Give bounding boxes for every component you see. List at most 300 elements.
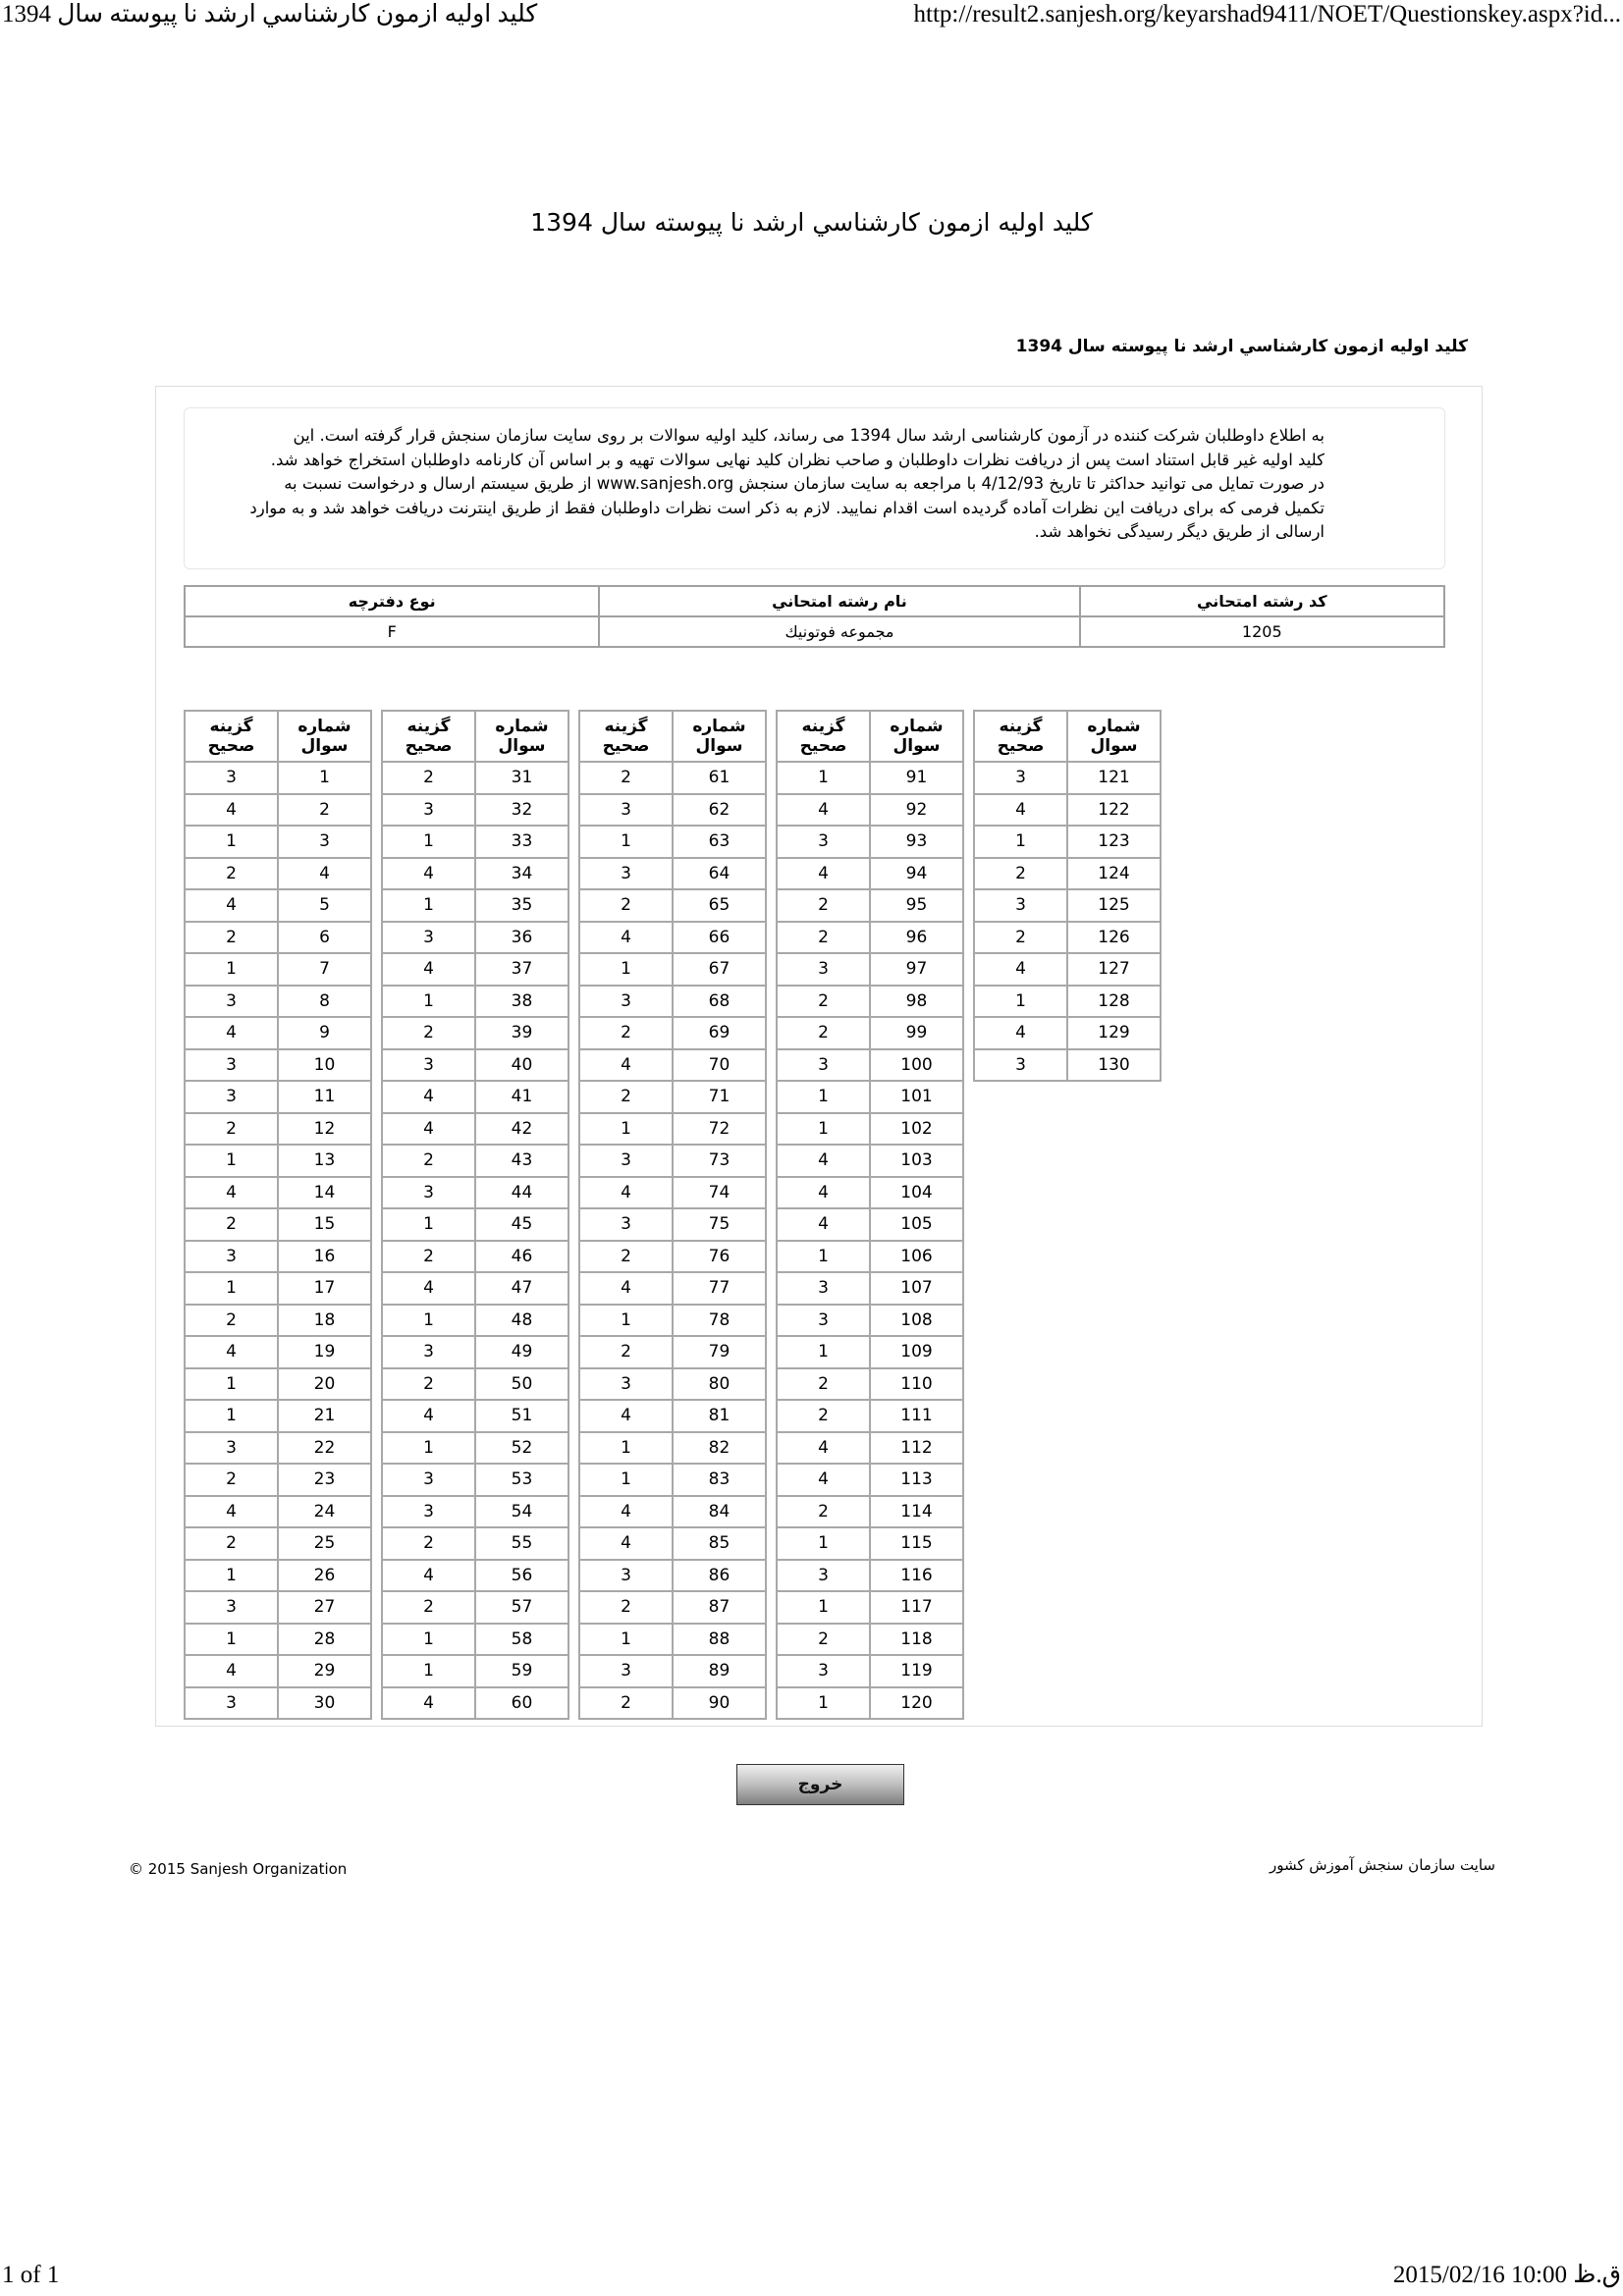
correct-option: 3 — [382, 922, 475, 954]
question-number: 8 — [278, 986, 371, 1018]
correct-option: 1 — [579, 1432, 673, 1465]
correct-option: 2 — [579, 1017, 673, 1049]
question-number: 89 — [673, 1655, 766, 1687]
table-row — [777, 1017, 963, 1049]
correct-option: 1 — [579, 953, 673, 986]
question-number: 120 — [870, 1687, 963, 1720]
question-number: 43 — [475, 1145, 568, 1177]
question-number: 2 — [278, 794, 371, 827]
table-row — [579, 986, 766, 1018]
table-row — [382, 762, 568, 794]
correct-option: 1 — [579, 1305, 673, 1337]
correct-option: 3 — [777, 1049, 870, 1082]
question-number: 102 — [870, 1113, 963, 1146]
question-number: 117 — [870, 1591, 963, 1624]
question-number: 17 — [278, 1272, 371, 1305]
table-row — [185, 1464, 371, 1496]
correct-option: 3 — [974, 762, 1067, 794]
question-number: 28 — [278, 1624, 371, 1656]
correct-option: 1 — [579, 1113, 673, 1146]
correct-option: 1 — [382, 986, 475, 1018]
question-number: 22 — [278, 1432, 371, 1465]
correct-option: 2 — [185, 858, 278, 890]
question-number-header: شماره سوال — [278, 711, 371, 762]
correct-option: 1 — [185, 1272, 278, 1305]
question-number: 73 — [673, 1145, 766, 1177]
question-number: 121 — [1067, 762, 1161, 794]
correct-option: 3 — [185, 1432, 278, 1465]
question-number: 72 — [673, 1113, 766, 1146]
question-number: 4 — [278, 858, 371, 890]
table-row — [777, 1527, 963, 1560]
correct-option: 2 — [382, 762, 475, 794]
question-number: 48 — [475, 1305, 568, 1337]
correct-option: 3 — [777, 826, 870, 858]
correct-option: 2 — [974, 858, 1067, 890]
correct-option-header: گزينه صحيح — [974, 711, 1067, 762]
correct-option: 2 — [777, 1017, 870, 1049]
table-row — [777, 922, 963, 954]
table-row — [579, 1560, 766, 1592]
table-row — [382, 922, 568, 954]
correct-option: 3 — [579, 1655, 673, 1687]
question-number-header: شماره سوال — [870, 711, 963, 762]
correct-option: 1 — [777, 1336, 870, 1368]
question-number: 111 — [870, 1400, 963, 1432]
question-number: 40 — [475, 1049, 568, 1082]
table-row — [185, 1560, 371, 1592]
question-number: 49 — [475, 1336, 568, 1368]
table-row — [185, 858, 371, 890]
table-row — [382, 1432, 568, 1465]
correct-option: 3 — [185, 1687, 278, 1720]
correct-option: 2 — [579, 1081, 673, 1113]
correct-option: 1 — [974, 986, 1067, 1018]
question-number: 30 — [278, 1687, 371, 1720]
question-number: 25 — [278, 1527, 371, 1560]
table-row — [777, 1655, 963, 1687]
table-row — [579, 826, 766, 858]
correct-option: 3 — [579, 1208, 673, 1241]
exit-button[interactable] — [736, 1764, 904, 1805]
table-row — [974, 1049, 1161, 1082]
question-number: 31 — [475, 762, 568, 794]
notice-line: به اطلاع داوطلبان شرکت کننده در آزمون کارشناسی ارشد سال 1394 می رساند، کلید اولیه سوالات بر روی سایت سازمان سنجش قرار گرفته است. این — [293, 426, 1325, 445]
correct-option: 2 — [579, 762, 673, 794]
question-number: 84 — [673, 1496, 766, 1528]
correct-option: 2 — [185, 1305, 278, 1337]
print-footer — [0, 2261, 1623, 2296]
table-row — [777, 858, 963, 890]
exam-name-value: مجموعه فوتونيك — [599, 616, 1079, 647]
correct-option: 4 — [777, 1208, 870, 1241]
question-number: 81 — [673, 1400, 766, 1432]
exam-code-header: كد رشته امتحاني — [1080, 586, 1444, 616]
table-row — [974, 858, 1161, 890]
answer-key-header-row — [579, 711, 766, 762]
correct-option-header: گزينه صحيح — [777, 711, 870, 762]
question-number: 32 — [475, 794, 568, 827]
question-number: 26 — [278, 1560, 371, 1592]
question-number: 77 — [673, 1272, 766, 1305]
correct-option: 4 — [579, 1527, 673, 1560]
table-row — [382, 1496, 568, 1528]
question-number: 45 — [475, 1208, 568, 1241]
table-row — [185, 1655, 371, 1687]
question-number: 20 — [278, 1368, 371, 1401]
correct-option-header: گزينه صحيح — [579, 711, 673, 762]
table-row — [185, 1145, 371, 1177]
table-row — [382, 1655, 568, 1687]
correct-option: 4 — [382, 1272, 475, 1305]
question-number: 107 — [870, 1272, 963, 1305]
table-row — [185, 889, 371, 922]
correct-option: 1 — [777, 1081, 870, 1113]
correct-option: 2 — [579, 1687, 673, 1720]
table-row — [777, 762, 963, 794]
question-number: 7 — [278, 953, 371, 986]
correct-option: 2 — [382, 1591, 475, 1624]
correct-option: 2 — [777, 922, 870, 954]
table-row — [777, 1241, 963, 1273]
question-number: 33 — [475, 826, 568, 858]
correct-option: 3 — [185, 1081, 278, 1113]
correct-option-header: گزينه صحيح — [382, 711, 475, 762]
answer-key-table — [776, 710, 964, 1720]
question-number: 10 — [278, 1049, 371, 1082]
correct-option: 2 — [579, 1241, 673, 1273]
exam-code-value: 1205 — [1080, 616, 1444, 647]
page-title: كليد اوليه ازمون كارشناسي ارشد نا پيوسته سال 1394 — [530, 208, 1093, 237]
correct-option: 2 — [382, 1368, 475, 1401]
question-number: 75 — [673, 1208, 766, 1241]
question-number: 93 — [870, 826, 963, 858]
table-row — [382, 1145, 568, 1177]
table-row — [185, 1305, 371, 1337]
table-row — [382, 1208, 568, 1241]
question-number: 47 — [475, 1272, 568, 1305]
question-number: 86 — [673, 1560, 766, 1592]
question-number: 21 — [278, 1400, 371, 1432]
table-row — [382, 1687, 568, 1720]
correct-option: 4 — [777, 1145, 870, 1177]
correct-option: 3 — [382, 794, 475, 827]
correct-option: 1 — [382, 1432, 475, 1465]
table-row — [974, 922, 1161, 954]
table-row — [777, 1400, 963, 1432]
table-row — [579, 1624, 766, 1656]
correct-option: 4 — [382, 1081, 475, 1113]
question-number: 100 — [870, 1049, 963, 1082]
table-row — [185, 1496, 371, 1528]
correct-option: 2 — [185, 1464, 278, 1496]
table-row — [382, 1113, 568, 1146]
table-row — [777, 1368, 963, 1401]
correct-option: 4 — [382, 1400, 475, 1432]
correct-option: 4 — [185, 1655, 278, 1687]
correct-option: 2 — [185, 1113, 278, 1146]
correct-option: 2 — [382, 1017, 475, 1049]
table-row — [185, 1208, 371, 1241]
question-number: 106 — [870, 1241, 963, 1273]
correct-option: 3 — [579, 794, 673, 827]
question-number-header: شماره سوال — [475, 711, 568, 762]
print-datetime: 2015/02/16 10:00 ق.ظ — [1392, 2262, 1621, 2288]
question-number: 127 — [1067, 953, 1161, 986]
table-row — [382, 1560, 568, 1592]
correct-option: 3 — [382, 1496, 475, 1528]
table-row — [579, 1145, 766, 1177]
answer-key-table — [381, 710, 569, 1720]
correct-option: 4 — [382, 1113, 475, 1146]
correct-option: 1 — [185, 1560, 278, 1592]
table-row — [185, 1432, 371, 1465]
question-number: 123 — [1067, 826, 1161, 858]
table-row — [777, 1208, 963, 1241]
question-number: 108 — [870, 1305, 963, 1337]
question-number: 67 — [673, 953, 766, 986]
correct-option: 3 — [185, 762, 278, 794]
question-number: 78 — [673, 1305, 766, 1337]
table-row — [777, 986, 963, 1018]
question-number-header: شماره سوال — [1067, 711, 1161, 762]
correct-option: 2 — [777, 889, 870, 922]
table-row — [382, 1272, 568, 1305]
correct-option: 1 — [382, 1208, 475, 1241]
question-number: 23 — [278, 1464, 371, 1496]
table-row — [185, 1049, 371, 1082]
correct-option: 3 — [579, 986, 673, 1018]
table-row — [777, 1432, 963, 1465]
correct-option: 1 — [382, 1305, 475, 1337]
question-number: 83 — [673, 1464, 766, 1496]
question-number: 38 — [475, 986, 568, 1018]
table-row — [777, 1464, 963, 1496]
correct-option: 4 — [382, 1687, 475, 1720]
question-number: 13 — [278, 1145, 371, 1177]
correct-option: 1 — [777, 1113, 870, 1146]
table-row — [382, 1305, 568, 1337]
table-row — [382, 826, 568, 858]
table-row — [579, 1305, 766, 1337]
question-number: 62 — [673, 794, 766, 827]
table-row — [777, 1624, 963, 1656]
correct-option: 4 — [185, 794, 278, 827]
table-row — [382, 1400, 568, 1432]
question-number: 113 — [870, 1464, 963, 1496]
question-number: 94 — [870, 858, 963, 890]
question-number: 129 — [1067, 1017, 1161, 1049]
site-name: سايت سازمان سنجش آموزش كشور — [1269, 1856, 1495, 1874]
table-row — [185, 1177, 371, 1209]
question-number: 99 — [870, 1017, 963, 1049]
correct-option: 4 — [974, 953, 1067, 986]
question-number: 70 — [673, 1049, 766, 1082]
notice-line: تکمیل فرمی که برای دریافت این نظرات آماده گردیده است اقدام نمایید. لازم به ذکر است نظرات داوطلبان فقط از طریق اینترنت دریافت خواهد شد و به موارد — [249, 498, 1325, 517]
question-number: 24 — [278, 1496, 371, 1528]
table-row — [185, 1400, 371, 1432]
question-number: 27 — [278, 1591, 371, 1624]
table-row — [777, 953, 963, 986]
table-row — [579, 1496, 766, 1528]
correct-option: 2 — [777, 1368, 870, 1401]
question-number: 57 — [475, 1591, 568, 1624]
table-row — [382, 858, 568, 890]
correct-option: 4 — [185, 1336, 278, 1368]
table-row — [579, 1368, 766, 1401]
correct-option: 2 — [579, 889, 673, 922]
correct-option: 3 — [777, 1305, 870, 1337]
correct-option: 1 — [974, 826, 1067, 858]
table-row — [777, 1145, 963, 1177]
correct-option: 3 — [579, 858, 673, 890]
table-row — [185, 1624, 371, 1656]
correct-option: 4 — [974, 794, 1067, 827]
question-number: 90 — [673, 1687, 766, 1720]
question-number: 97 — [870, 953, 963, 986]
question-number: 3 — [278, 826, 371, 858]
correct-option: 3 — [382, 1177, 475, 1209]
correct-option: 1 — [185, 826, 278, 858]
question-number: 56 — [475, 1560, 568, 1592]
table-row — [579, 1591, 766, 1624]
table-row — [777, 1177, 963, 1209]
question-number: 114 — [870, 1496, 963, 1528]
notice-box — [184, 407, 1445, 569]
question-number: 68 — [673, 986, 766, 1018]
table-row — [777, 826, 963, 858]
question-number: 44 — [475, 1177, 568, 1209]
question-number: 41 — [475, 1081, 568, 1113]
table-row — [185, 1687, 371, 1720]
table-row — [777, 1560, 963, 1592]
question-number: 126 — [1067, 922, 1161, 954]
correct-option: 3 — [579, 1560, 673, 1592]
correct-option: 1 — [185, 1145, 278, 1177]
table-row — [382, 889, 568, 922]
table-row — [579, 858, 766, 890]
answer-key-header-row — [974, 711, 1161, 762]
correct-option: 2 — [777, 1400, 870, 1432]
question-number: 85 — [673, 1527, 766, 1560]
question-number: 37 — [475, 953, 568, 986]
question-number: 59 — [475, 1655, 568, 1687]
question-number: 6 — [278, 922, 371, 954]
question-number: 119 — [870, 1655, 963, 1687]
correct-option: 1 — [382, 1624, 475, 1656]
table-row — [579, 889, 766, 922]
section-title: كليد اوليه ازمون كارشناسي ارشد نا پيوسته سال 1394 — [1015, 337, 1468, 356]
table-row — [777, 1305, 963, 1337]
exam-name-header: نام رشته امتحاني — [599, 586, 1079, 616]
correct-option: 4 — [579, 1400, 673, 1432]
correct-option: 1 — [185, 953, 278, 986]
question-number: 1 — [278, 762, 371, 794]
correct-option: 4 — [777, 794, 870, 827]
question-number: 82 — [673, 1432, 766, 1465]
correct-option: 1 — [185, 1624, 278, 1656]
correct-option: 3 — [974, 889, 1067, 922]
table-row — [777, 1049, 963, 1082]
table-row — [579, 1527, 766, 1560]
correct-option: 2 — [382, 1145, 475, 1177]
correct-option: 3 — [185, 986, 278, 1018]
correct-option: 4 — [185, 1177, 278, 1209]
table-row — [579, 1655, 766, 1687]
correct-option: 2 — [579, 1591, 673, 1624]
table-row — [777, 1272, 963, 1305]
question-number: 39 — [475, 1017, 568, 1049]
table-row — [382, 1336, 568, 1368]
exam-info-table — [184, 585, 1445, 648]
question-number: 34 — [475, 858, 568, 890]
table-row — [382, 1017, 568, 1049]
correct-option: 4 — [579, 1049, 673, 1082]
question-number: 118 — [870, 1624, 963, 1656]
correct-option: 3 — [579, 1368, 673, 1401]
table-row — [777, 1687, 963, 1720]
question-number: 122 — [1067, 794, 1161, 827]
correct-option: 3 — [185, 1049, 278, 1082]
correct-option: 1 — [777, 762, 870, 794]
correct-option: 4 — [185, 1496, 278, 1528]
table-row — [382, 1624, 568, 1656]
table-row — [579, 1017, 766, 1049]
table-row — [974, 889, 1161, 922]
table-row — [185, 826, 371, 858]
question-number: 130 — [1067, 1049, 1161, 1082]
question-number: 29 — [278, 1655, 371, 1687]
table-row — [579, 1208, 766, 1241]
table-row — [777, 889, 963, 922]
table-row — [579, 1241, 766, 1273]
question-number: 92 — [870, 794, 963, 827]
table-row — [579, 762, 766, 794]
correct-option: 4 — [777, 1464, 870, 1496]
correct-option: 3 — [382, 1049, 475, 1082]
table-row — [382, 1368, 568, 1401]
table-row — [382, 1177, 568, 1209]
correct-option: 4 — [579, 1272, 673, 1305]
question-number: 64 — [673, 858, 766, 890]
notice-line: کلید اولیه غیر قابل استناد است پس از دریافت نظرات داوطلبان و صاحب نظران کلید نهایی سوالات تهیه و بر اساس آن کارنامه داوطلبان استخراج خواهد شد. — [270, 450, 1325, 469]
correct-option: 1 — [382, 1655, 475, 1687]
correct-option: 2 — [974, 922, 1067, 954]
correct-option: 4 — [777, 1432, 870, 1465]
question-number: 124 — [1067, 858, 1161, 890]
correct-option: 3 — [777, 953, 870, 986]
correct-option: 1 — [382, 889, 475, 922]
question-number: 110 — [870, 1368, 963, 1401]
question-number: 9 — [278, 1017, 371, 1049]
question-number: 18 — [278, 1305, 371, 1337]
correct-option: 1 — [777, 1241, 870, 1273]
correct-option: 2 — [777, 986, 870, 1018]
table-row — [974, 986, 1161, 1018]
table-row — [579, 1464, 766, 1496]
question-number: 116 — [870, 1560, 963, 1592]
correct-option: 1 — [777, 1687, 870, 1720]
question-number: 52 — [475, 1432, 568, 1465]
correct-option: 1 — [777, 1527, 870, 1560]
correct-option: 1 — [185, 1400, 278, 1432]
table-row — [382, 986, 568, 1018]
table-row — [382, 794, 568, 827]
table-row — [579, 794, 766, 827]
correct-option: 3 — [185, 1241, 278, 1273]
question-number-header: شماره سوال — [673, 711, 766, 762]
table-row — [579, 1336, 766, 1368]
